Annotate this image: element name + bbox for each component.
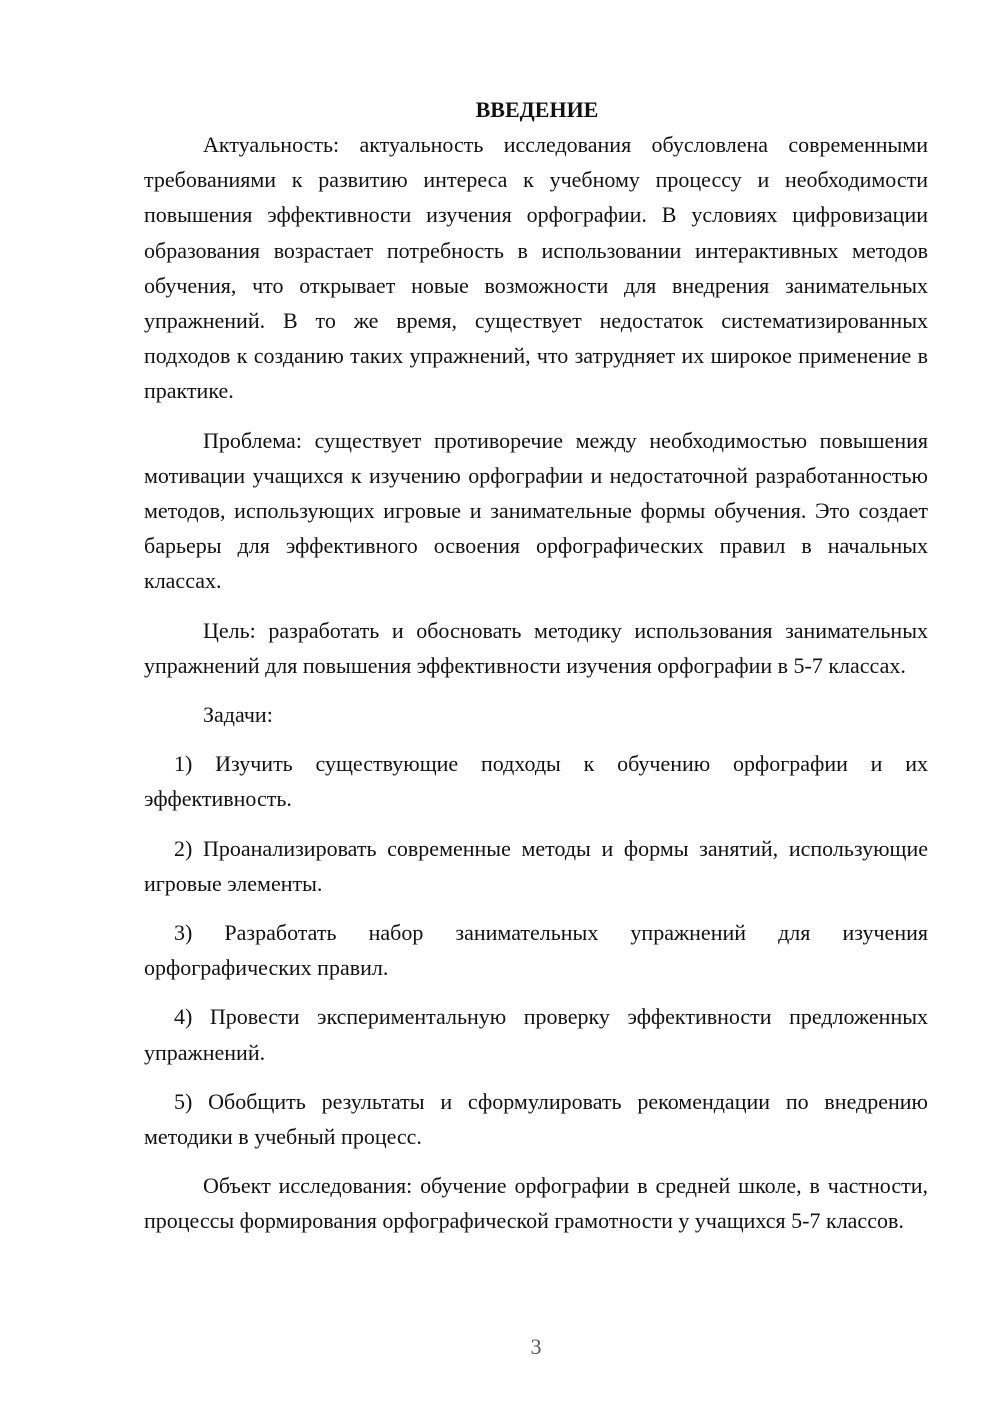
goal-paragraph: Цель: разработать и обосновать методику использования занимательных упражнений для повышения эффективности изучения орфографии в 5-7 классах.: [144, 617, 928, 678]
relevance-paragraph: Актуальность: актуальность исследования обусловлена современными требованиями к развитию интереса к учебному процессу и необходимости повышения эффективности изучения орфографии. В условиях цифровизации образования возрастает потребность в использовании интерактивных методов обучения, что открывает новые возможности для внедрения занимательных упражнений. В то же время, существует недостаток систематизированных подходов к созданию таких упражнений, что затрудняет их широкое применение в практике.: [144, 132, 928, 404]
document-page: [144, 92, 928, 1239]
problem-paragraph: Проблема: существует противоречие между необходимостью повышения мотивации учащихся к изучению орфографии и недостаточной разработанностью методов, использующих игровые и занимательные формы обучения. Это создает барьеры для эффективного освоения орфографических правил в начальных классах.: [144, 427, 928, 594]
tasks-label: Задачи:: [203, 702, 273, 728]
object-paragraph: Объект исследования: обучение орфографии в средней школе, в частности, процессы формирования орфографической грамотности у учащихся 5-7 классов.: [144, 1173, 928, 1234]
task-item-3: 3) Разработать набор занимательных упражнений для изучения орфографических правил.: [144, 920, 928, 981]
task-item-1: 1) Изучить существующие подходы к обучению орфографии и их эффективность.: [144, 751, 928, 812]
page-number: 3: [530, 1334, 542, 1359]
task-item-2: 2) Проанализировать современные методы и формы занятий, использующие игровые элементы.: [144, 835, 928, 896]
task-item-5: 5) Обобщить результаты и сформулировать рекомендации по внедрению методики в учебный процесс.: [144, 1088, 928, 1150]
section-heading: ВВЕДЕНИЕ: [475, 97, 599, 122]
task-item-4: 4) Провести экспериментальную проверку эффективности предложенных упражнений.: [144, 1004, 928, 1065]
